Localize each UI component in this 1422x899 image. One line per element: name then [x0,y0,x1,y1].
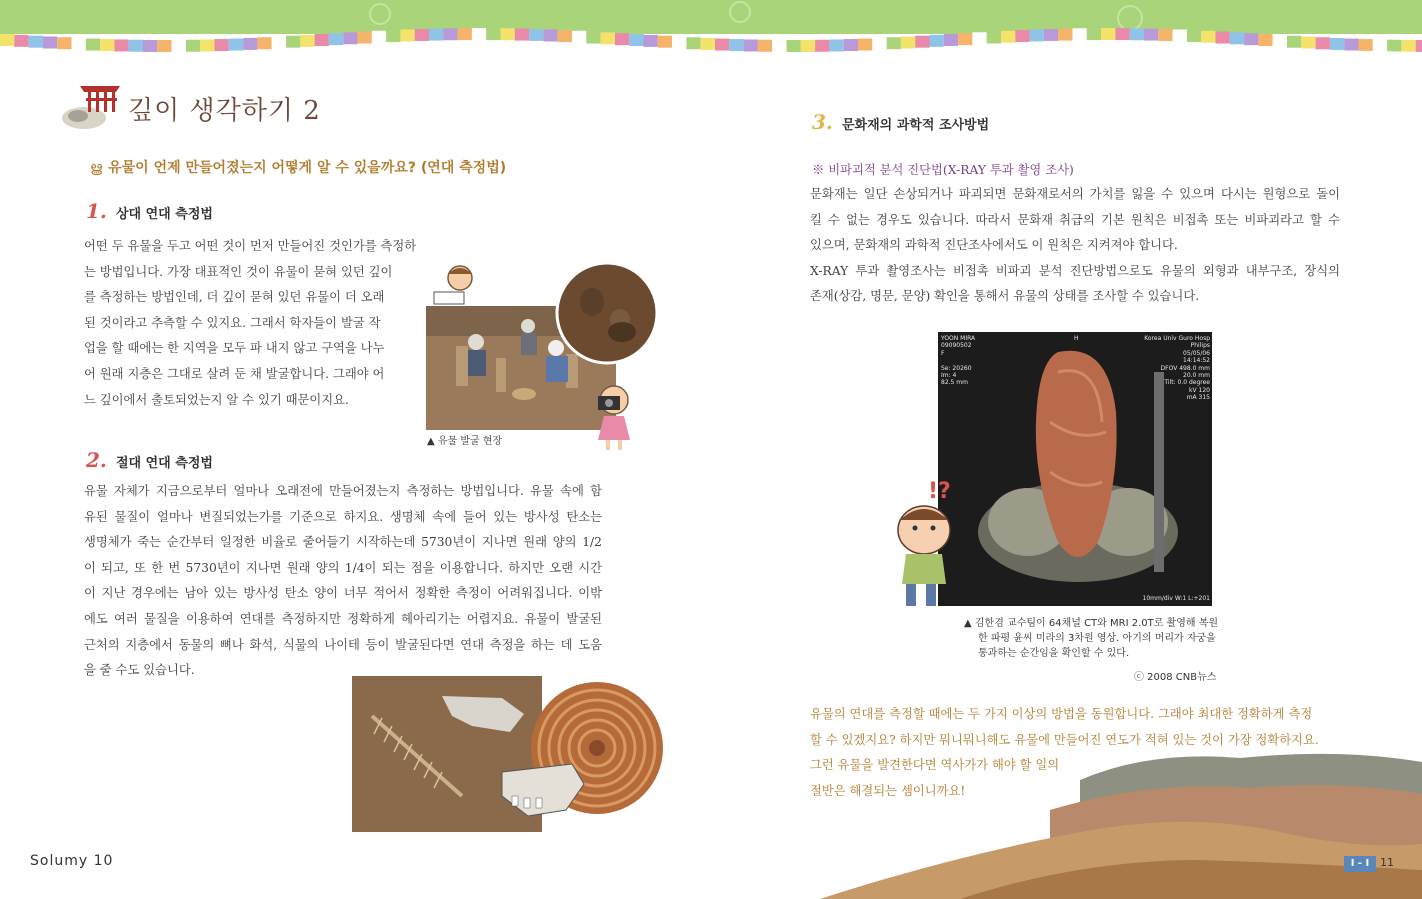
text-line: 유물의 연대를 측정할 때에는 두 가지 이상의 방법을 동원합니다. 그래야 최대한 정확하게 측정 [810,707,1313,721]
stripe-segment [1073,28,1087,40]
text-line: 어떤 두 유물을 두고 어떤 것이 먼저 만들어진 것인가를 측정하 [84,239,417,253]
stripe-segment [143,40,157,52]
text-line: 느 깊이에서 출토되었는지 알 수 있기 때문이지요. [84,392,349,407]
text-line: 할 수 있겠지요? 하지만 뭐니뭐니해도 유물에 만들어진 연도가 적혀 있는 것이 가장 정확하지요. [810,732,1319,747]
section-1-body [84,234,416,413]
stripe-segment [887,37,901,49]
stripe-segment [787,40,801,52]
stripe-segment [1173,29,1187,41]
text-line: 이 지난 경우에는 남아 있는 방사성 탄소 양이 너무 적어서 정확한 측정이 어려워집니다. 이밖 [84,586,602,601]
stripe-segment [172,40,186,52]
stripe-segment [1015,30,1029,42]
text-line: 에도 여러 물질을 이용하여 연대를 측정하지만 정확하게 헤아리기는 어렵지요. 유물이 발굴된 [84,611,602,626]
stripe-segment [272,36,286,48]
section-2-body [84,479,602,684]
text-line: 존재(상감, 명문, 문양) 확인을 통해서 유물의 상태를 조사할 수 있습니다. [810,289,1200,304]
stripe-segment [1344,39,1358,51]
excavation-caption: ▲ 유물 발굴 현장 [427,436,503,447]
stripe-segment [200,39,214,51]
section-2-number: 2. [86,448,107,472]
stripe-segment [1187,30,1201,42]
stripe-segment [157,40,171,52]
stripe-segment [915,36,929,48]
stripe-segment [987,31,1001,43]
stripe-segment [400,29,414,41]
ct-scan-image [938,332,1212,606]
stripe-segment [601,32,615,44]
section-question [90,157,506,177]
text-line: 유물 자체가 지금으로부터 얼마나 오래전에 만들어졌는지 측정하는 방법입니다. 유물 속에 함 [84,484,602,498]
text-line: X-RAY 투과 촬영조사는 비접촉 비파괴 분석 진단방법으로도 유물의 외형과 내부구조, 장식의 [810,263,1340,278]
ct-overlay-bottom-right: 10mm/div W:1 L:+201 [1142,595,1210,602]
cartoon-boy-reading-icon [432,262,482,312]
stripe-segment [372,31,386,43]
stripe-segment [114,39,128,51]
section-3-heading [812,110,989,134]
stripe-segment [315,34,329,46]
ct-overlay-top-left: YOON MIRA 09090502 F Se: 20260 Im: 4 82.5 mm [941,335,976,387]
stripe-segment [29,36,43,48]
stripe-segment [43,36,57,48]
stripe-segment [186,40,200,52]
text-line: 는 방법입니다. 가장 대표적인 것이 유물이 묻혀 있던 깊이 [84,264,393,279]
stripe-segment [1387,40,1401,52]
stripe-segment [1044,29,1058,41]
stripe-segment [386,30,400,42]
section-1-heading [86,199,213,223]
stripe-segment [1130,28,1144,40]
text-line: 킬 수 없는 경우도 있습니다. 따라서 문화재 취급의 기본 원칙은 비접촉 또는 비파괴라고 할 수 [810,212,1340,227]
section-3-title: 문화재의 과학적 조사방법 [841,118,990,133]
stripe-segment [558,30,572,42]
cartoon-girl-camera-icon [588,378,644,454]
stripe-segment [472,28,486,40]
stripe-segment [1230,32,1244,44]
stripe-segment [744,39,758,51]
ct-credit: ⓒ 2008 CNB뉴스 [1134,672,1217,683]
section-1-title: 상대 연대 측정법 [115,207,213,222]
section-3-subtitle: ※ 비파괴적 분석 진단법(X-RAY 투과 촬영 조사) [812,163,1074,177]
ct-overlay-top-center: H [1074,335,1079,342]
stripe-segment [1287,36,1301,48]
stripe-segment [257,37,271,49]
section-1-number: 1. [86,199,107,223]
stripe-segment [229,39,243,51]
stripe-segment [458,28,472,40]
stripe-segment [0,34,14,46]
conclusion-paragraph [810,702,1319,804]
fossil-and-tree-ring-photo [352,676,664,832]
stripe-segment [86,39,100,51]
stripe-segment [944,34,958,46]
stripe-segment [658,36,672,48]
text-line: 문화재는 일단 손상되거나 파괴되면 문화재로서의 가치를 잃을 수 있으며 다시는 원형으로 돌이 [810,187,1340,201]
stripe-segment [1115,28,1129,40]
stripe-segment [972,32,986,44]
stripe-segment [14,35,28,47]
stripe-segment [729,39,743,51]
stripe-segment [415,29,429,41]
stripe-segment [1030,29,1044,41]
stripe-segment [358,31,372,43]
stripe-segment [329,33,343,45]
section-2-heading [86,448,213,472]
stripe-segment [1001,31,1015,43]
stripe-segment [501,28,515,40]
stripe-segment [1216,32,1230,44]
stripe-segment [1401,40,1415,52]
stripe-segment [1316,37,1330,49]
footer-page-label: Solumy 10 [30,853,114,869]
stripe-segment [686,37,700,49]
stripe-segment [772,40,786,52]
stripe-segment [872,38,886,50]
stripe-segment [829,39,843,51]
stripe-segment [701,38,715,50]
stripe-segment [644,35,658,47]
text-line: 그런 유물을 발견한다면 역사가가 해야 할 일의 [810,758,1060,773]
ct-overlay-top-right: Korea Univ Guro Hosp Philips 05/05/06 14:14:52 DFOV 498.0 mm 20.0 mm Tilt: 0.0 degree kV 120 mA 315 [1144,335,1210,402]
stripe-segment [1373,39,1387,51]
text-line: 절반은 해결되는 셈이니까요! [810,783,966,798]
stripe-segment [930,35,944,47]
text-line: 있으며, 문화재의 과학적 진단조사에서도 이 원칙은 지켜져야 합니다. [810,238,1178,253]
top-decorative-band [0,0,1422,70]
stripe-segment [715,39,729,51]
text-line: 유된 물질이 얼마나 변질되었는가를 기준으로 하지요. 생명체 속에 들어 있는 방사성 탄소는 [84,509,602,524]
swirl-icon: ൠ [90,160,103,176]
text-line: 업을 할 때에는 한 지역을 모두 파 내지 않고 구역을 나누 [84,341,385,356]
text-line: 이 되고, 또 한 번 5730년이 지나면 원래 양의 1/4이 되는 점을 이용합니다. 하지만 오랜 시간 [84,560,602,575]
stripe-segment [286,36,300,48]
stripe-segment [543,29,557,41]
stripe-segment [629,34,643,46]
text-line: 를 측정하는 방법인데, 더 깊이 묻혀 있던 유물이 더 오래 [84,290,385,305]
stripe-segment [758,40,772,52]
stripe-segment [486,28,500,40]
stripe-segment [672,37,686,49]
text-line: 된 것이라고 추측할 수 있지요. 그래서 학자들이 발굴 작 [84,315,381,330]
stripe-segment [1101,28,1115,40]
page-title: 깊이 생각하기 2 [128,96,321,126]
stripe-segment [844,39,858,51]
stripe-segment [300,35,314,47]
text-line: 어 원래 지층은 그대로 살려 둔 채 발굴합니다. 그래야 어 [84,366,385,381]
section-3-body [810,182,1340,310]
stripe-segment [1158,29,1172,41]
section-2-title: 절대 연대 측정법 [115,456,213,471]
text-line: 을 줄 수도 있습니다. [84,663,195,678]
stripe-segment [1301,37,1315,49]
text-line: 근처의 지층에서 동물의 뼈나 화석, 식물의 나이테 등이 발굴된다면 연대 측정을 하는 데 도움 [84,637,602,652]
stripe-segment [615,33,629,45]
stripe-segment [1244,33,1258,45]
stripe-segment [958,33,972,45]
stripe-segment [586,32,600,44]
stripe-segment [1144,29,1158,41]
stripe-segment [1201,31,1215,43]
stripe-segment [801,40,815,52]
stripe-segment [1258,34,1272,46]
stripe-segment [215,39,229,51]
stripe-segment [343,32,357,44]
stripe-segment [1416,40,1422,52]
section-3-number: 3. [812,110,833,134]
stripe-segment [443,28,457,40]
stripe-segment [858,39,872,51]
footer-page-number: 11 [1380,856,1394,869]
footer-badge: I - I [1344,856,1376,872]
stripe-segment [243,38,257,50]
question-text: 유물이 언제 만들어졌는지 어떻게 알 수 있을까요? (연대 측정법) [108,160,507,176]
cartoon-thinking-man-icon [888,476,968,616]
stripe-segment [529,29,543,41]
ct-caption: ▲ 김한겸 교수팀이 64채널 CT와 MRI 2.0T로 촬영해 복원 한 파평 윤씨 미라의 3차원 영상. 아기의 머리가 자궁을 통과하는 순간임을 확인할 수 있다. [964,618,1219,659]
stripe-segment [1359,39,1373,51]
text-line: 생명체가 죽는 순간부터 일정한 비율로 줄어들기 시작하는데 5730년이 지나면 원래 양의 1/2 [84,535,602,550]
pavilion-logo-icon [58,80,130,132]
stripe-segment [1087,28,1101,40]
svg-text:!?: !? [928,479,951,504]
stripe-segment [100,39,114,51]
stripe-segment [815,40,829,52]
stripe-segment [1273,35,1287,47]
stripe-segment [572,31,586,43]
stripe-segment [429,29,443,41]
stripe-segment [129,40,143,52]
stripe-segment [72,38,86,50]
stripe-segment [515,29,529,41]
stripe-segment [1058,29,1072,41]
stripe-segment [57,37,71,49]
stripe-segment [901,36,915,48]
stripe-segment [1330,38,1344,50]
